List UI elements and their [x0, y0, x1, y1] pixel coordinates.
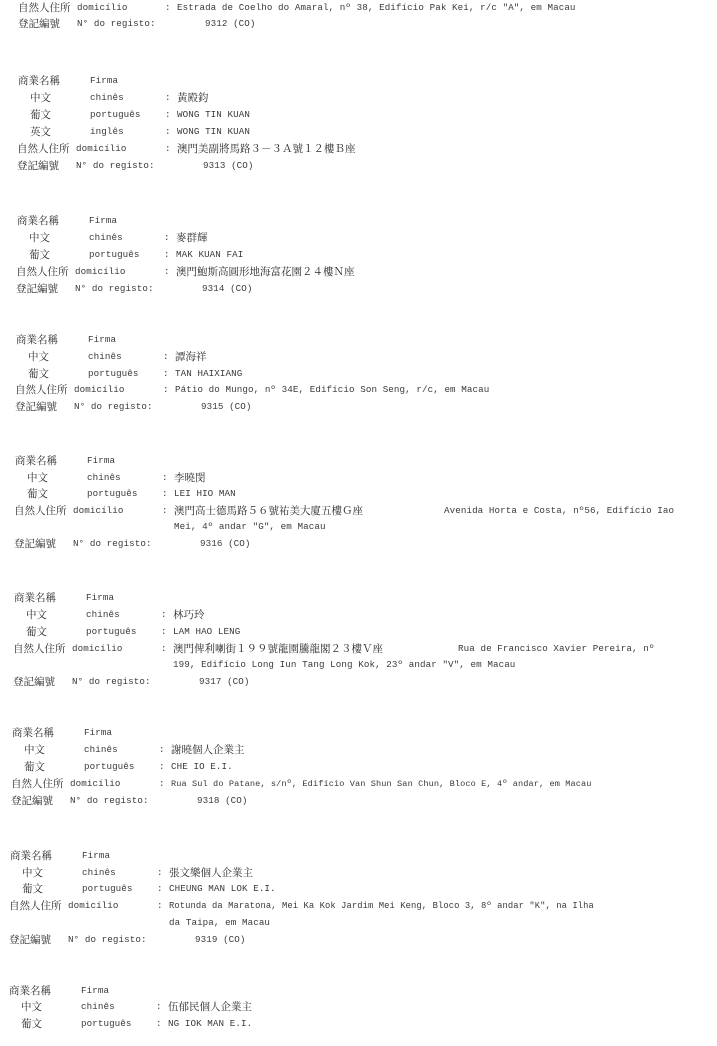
domicilio-label-cn: 自然人住所	[17, 143, 70, 155]
chines-label-cn: 中文	[29, 232, 50, 244]
portugues-label-pt: português	[87, 488, 138, 499]
firma-label-pt: Firma	[89, 215, 118, 226]
chines-label-cn: 中文	[27, 472, 48, 484]
colon: :	[165, 126, 171, 137]
domicilio-label-cn: 自然人住所	[9, 900, 62, 912]
firma-label-pt: Firma	[88, 334, 117, 345]
domicilio-value: Estrada de Coelho do Amaral, nº 38, Edifício Pak Kei, r/c "A", em Macau	[177, 2, 576, 13]
registo-label-pt: N° do registo:	[70, 795, 149, 806]
portugues-value: LAM HAO LENG	[173, 626, 241, 637]
domicilio-value-cn: 澳門高士德馬路５６號祐美大廈五樓Ｇ座	[174, 505, 363, 517]
colon: :	[162, 472, 168, 483]
colon: :	[159, 761, 165, 772]
domicilio-label-pt: domicílio	[68, 900, 119, 911]
domicilio-label-cn: 自然人住所	[13, 643, 66, 655]
portugues-label-pt: português	[89, 249, 140, 260]
chines-label-pt: chinês	[87, 472, 121, 483]
ingles-label-cn: 英文	[30, 126, 51, 138]
firma-label-cn: 商業名稱	[9, 985, 51, 997]
portugues-label-pt: português	[90, 109, 141, 120]
chines-label-cn: 中文	[30, 92, 51, 104]
registo-label-cn: 登記編號	[13, 676, 55, 688]
portugues-value: CHE IO E.I.	[171, 761, 233, 772]
colon: :	[165, 109, 171, 120]
portugues-label-cn: 葡文	[27, 488, 48, 500]
registo-value: 9315 (CO)	[201, 401, 252, 412]
chines-label-pt: chinês	[82, 867, 116, 878]
chines-label-pt: chinês	[90, 92, 124, 103]
firma-label-cn: 商業名稱	[18, 75, 60, 87]
registo-value: 9317 (CO)	[199, 676, 250, 687]
registo-label-pt: N° do registo:	[74, 401, 153, 412]
colon: :	[157, 867, 163, 878]
chines-value: 張文樂個人企業主	[169, 867, 253, 879]
domicilio-label-cn: 自然人住所	[18, 2, 71, 14]
colon: :	[159, 778, 165, 789]
registo-value: 9316 (CO)	[200, 538, 251, 549]
firma-label-pt: Firma	[81, 985, 110, 996]
portugues-label-cn: 葡文	[24, 761, 45, 773]
domicilio-value-cn: 澳門俾利喇街１９９號龍園騰龍閣２３樓Ｖ座	[173, 643, 383, 655]
chines-label-pt: chinês	[88, 351, 122, 362]
portugues-value: MAK KUAN FAI	[176, 249, 244, 260]
firma-label-cn: 商業名稱	[16, 334, 58, 346]
registo-label-pt: N° do registo:	[72, 676, 151, 687]
colon: :	[165, 2, 171, 13]
domicilio-value-line2: da Taipa, em Macau	[169, 917, 271, 928]
chines-label-cn: 中文	[26, 609, 47, 621]
chines-value: 黃殿鈞	[177, 92, 209, 104]
portugues-label-cn: 葡文	[28, 368, 49, 380]
firma-label-cn: 商業名稱	[15, 455, 57, 467]
portugues-label-pt: português	[81, 1018, 132, 1029]
domicilio-label-pt: domicílio	[75, 266, 126, 277]
colon: :	[157, 900, 163, 911]
registo-label-pt: N° do registo:	[76, 160, 155, 171]
firma-label-cn: 商業名稱	[14, 592, 56, 604]
colon: :	[164, 232, 170, 243]
ingles-label-pt: inglês	[90, 126, 124, 137]
domicilio-label-cn: 自然人住所	[16, 266, 69, 278]
colon: :	[161, 626, 167, 637]
registo-label-pt: N° do registo:	[77, 18, 156, 29]
firma-label-cn: 商業名稱	[17, 215, 59, 227]
registo-label-pt: N° do registo:	[73, 538, 152, 549]
chines-label-pt: chinês	[89, 232, 123, 243]
registo-value: 9314 (CO)	[202, 283, 253, 294]
domicilio-value: 澳門鮑斯高圓形地海富花園２４樓Ｎ座	[176, 266, 355, 278]
domicilio-value: Pátio do Mungo, nº 34E, Edifício Son Seng, r/c, em Macau	[175, 384, 490, 395]
portugues-label-cn: 葡文	[29, 249, 50, 261]
chines-value: 麥群輝	[176, 232, 208, 244]
colon: :	[164, 249, 170, 260]
colon: :	[165, 92, 171, 103]
chines-value: 林巧玲	[173, 609, 205, 621]
colon: :	[159, 744, 165, 755]
registo-label-cn: 登記編號	[15, 401, 57, 413]
domicilio-label-cn: 自然人住所	[15, 384, 68, 396]
portugues-value: CHEUNG MAN LOK E.I.	[169, 883, 276, 894]
portugues-label-pt: português	[82, 883, 133, 894]
portugues-label-cn: 葡文	[26, 626, 47, 638]
colon: :	[156, 1001, 162, 1012]
ingles-value: WONG TIN KUAN	[177, 126, 250, 137]
chines-label-cn: 中文	[28, 351, 49, 363]
registo-label-cn: 登記編號	[11, 795, 53, 807]
colon: :	[163, 368, 169, 379]
colon: :	[163, 351, 169, 362]
registo-label-cn: 登記編號	[14, 538, 56, 550]
registo-label-cn: 登記編號	[17, 160, 59, 172]
portugues-label-pt: português	[84, 761, 135, 772]
portugues-label-pt: português	[86, 626, 137, 637]
portugues-label-pt: português	[88, 368, 139, 379]
domicilio-label-pt: domicílio	[72, 643, 123, 654]
registo-value: 9313 (CO)	[203, 160, 254, 171]
portugues-label-cn: 葡文	[30, 109, 51, 121]
colon: :	[164, 266, 170, 277]
firma-label-cn: 商業名稱	[10, 850, 52, 862]
portugues-label-cn: 葡文	[21, 1018, 42, 1030]
portugues-value: TAN HAIXIANG	[175, 368, 243, 379]
chines-value: 伍郁民個人企業主	[168, 1001, 252, 1013]
domicilio-value-line2: Mei, 4º andar "G", em Macau	[174, 521, 326, 532]
domicilio-value-pt: Rua de Francisco Xavier Pereira, nº	[458, 643, 655, 654]
chines-label-cn: 中文	[22, 867, 43, 879]
domicilio-label-pt: domicílio	[70, 778, 121, 789]
colon: :	[156, 1018, 162, 1029]
chines-label-cn: 中文	[24, 744, 45, 756]
colon: :	[161, 609, 167, 620]
domicilio-label-pt: domicílio	[77, 2, 128, 13]
registo-label-pt: N° do registo:	[75, 283, 154, 294]
portugues-value: WONG TIN KUAN	[177, 109, 250, 120]
registo-label-cn: 登記編號	[16, 283, 58, 295]
firma-label-pt: Firma	[90, 75, 119, 86]
chines-label-cn: 中文	[21, 1001, 42, 1013]
registo-label-cn: 登記編號	[9, 934, 51, 946]
firma-label-pt: Firma	[87, 455, 116, 466]
registo-label-cn: 登記編號	[18, 18, 60, 30]
colon: :	[161, 643, 167, 654]
domicilio-label-cn: 自然人住所	[11, 778, 64, 790]
domicilio-value: Rua Sul do Patane, s/nº, Edifício Van Shun San Chun, Bloco E, 4º andar, em Macau	[171, 779, 592, 789]
firma-label-pt: Firma	[82, 850, 111, 861]
colon: :	[162, 488, 168, 499]
colon: :	[162, 505, 168, 516]
colon: :	[157, 883, 163, 894]
domicilio-value: 澳門美副將馬路３－３Ａ號１２樓Ｂ座	[177, 143, 356, 155]
portugues-label-cn: 葡文	[22, 883, 43, 895]
domicilio-value-pt: Avenida Horta e Costa, nº56, Edifício Iao	[444, 505, 675, 516]
firma-label-pt: Firma	[84, 727, 113, 738]
chines-label-pt: chinês	[86, 609, 120, 620]
firma-label-cn: 商業名稱	[12, 727, 54, 739]
firma-label-pt: Firma	[86, 592, 115, 603]
chines-label-pt: chinês	[81, 1001, 115, 1012]
registo-value: 9312 (CO)	[205, 18, 256, 29]
registo-value: 9319 (CO)	[195, 934, 246, 945]
domicilio-label-pt: domicílio	[76, 143, 127, 154]
colon: :	[163, 384, 169, 395]
domicilio-label-pt: domicílio	[73, 505, 124, 516]
portugues-value: LEI HIO MAN	[174, 488, 236, 499]
domicilio-label-pt: domicílio	[74, 384, 125, 395]
chines-label-pt: chinês	[84, 744, 118, 755]
registo-value: 9318 (CO)	[197, 795, 248, 806]
colon: :	[165, 143, 171, 154]
domicilio-value: Rotunda da Maratona, Mei Ka Kok Jardim Mei Keng, Bloco 3, 8º andar "K", na Ilha	[169, 901, 594, 911]
domicilio-value-line2: 199, Edifício Long Iun Tang Long Kok, 23º andar "V", em Macau	[173, 659, 516, 670]
chines-value: 譚海祥	[175, 351, 207, 363]
domicilio-label-cn: 自然人住所	[14, 505, 67, 517]
portugues-value: NG IOK MAN E.I.	[168, 1018, 253, 1029]
registo-label-pt: N° do registo:	[68, 934, 147, 945]
chines-value: 謝曉個人企業主	[171, 744, 245, 756]
chines-value: 李曉閔	[174, 472, 206, 484]
